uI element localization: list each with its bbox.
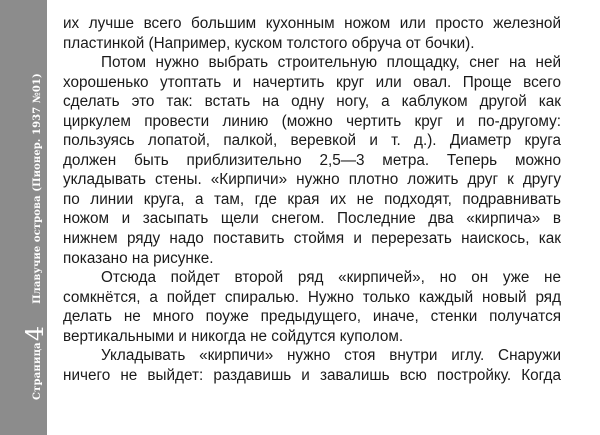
text-line: их лучше всего большим кухонным ножом или просто железной [63, 15, 561, 32]
text-line: пластинкой (Например, куском толстого обруча от бочки). [63, 34, 475, 52]
text-line: циркулем провести линию (можно чертить круг и по-другому: [63, 112, 561, 130]
text-line: по линии круга, а там, где края их не подходят, подравнивать [63, 190, 561, 208]
text-line: ножом и засыпать щели снегом. Последние два «кирпича» в [63, 210, 561, 228]
text-line: Укладывать «кирпичи» нужно стоя внутри иглу. Снаружи [101, 347, 561, 365]
text-line: хорошенько утоптать и начертить круг или овал. Проще всего [63, 73, 561, 91]
page-number: 4 [21, 325, 49, 342]
text-line: делать не много поуже предыдущего, иначе, стенки получатся [63, 308, 561, 326]
source-caption: Плавучие острова (Пионер. 1937 №01) [32, 73, 43, 304]
page-word: Страница [32, 342, 43, 400]
text-line: Отсюда пойдет второй ряд «кирпичей», но он уже не [101, 269, 561, 287]
text-line: должен быть приблизительно 2,5—3 метра. Теперь можно [63, 151, 561, 169]
article-text [63, 14, 561, 385]
text-line: пользуясь лопатой, палкой, веревкой и т. д.). Диаметр круга [63, 132, 561, 150]
text-line: сомкнётся, а пойдет спиралью. Нужно только каждый новый ряд [63, 288, 561, 306]
text-line: показано на рисунке. [63, 249, 214, 267]
text-line: вертикальными и никогда не сойдутся куполом. [63, 327, 404, 345]
text-line: сделать это так: встать на одну ногу, а каблуком другой как [63, 93, 561, 111]
text-line: нижнем ряду надо поставить стоймя и перерезать наискось, как [63, 230, 561, 248]
text-line: ничего не выйдет: раздавишь и завалишь всю постройку. Когда [63, 366, 561, 384]
text-line: укладывать стены. «Кирпичи» нужно плотно ложить друг к другу [63, 171, 561, 189]
text-line: Потом нужно выбрать строительную площадку, снег на ней [101, 54, 561, 72]
page-sidebar [0, 0, 47, 435]
sidebar-label [23, 73, 47, 400]
